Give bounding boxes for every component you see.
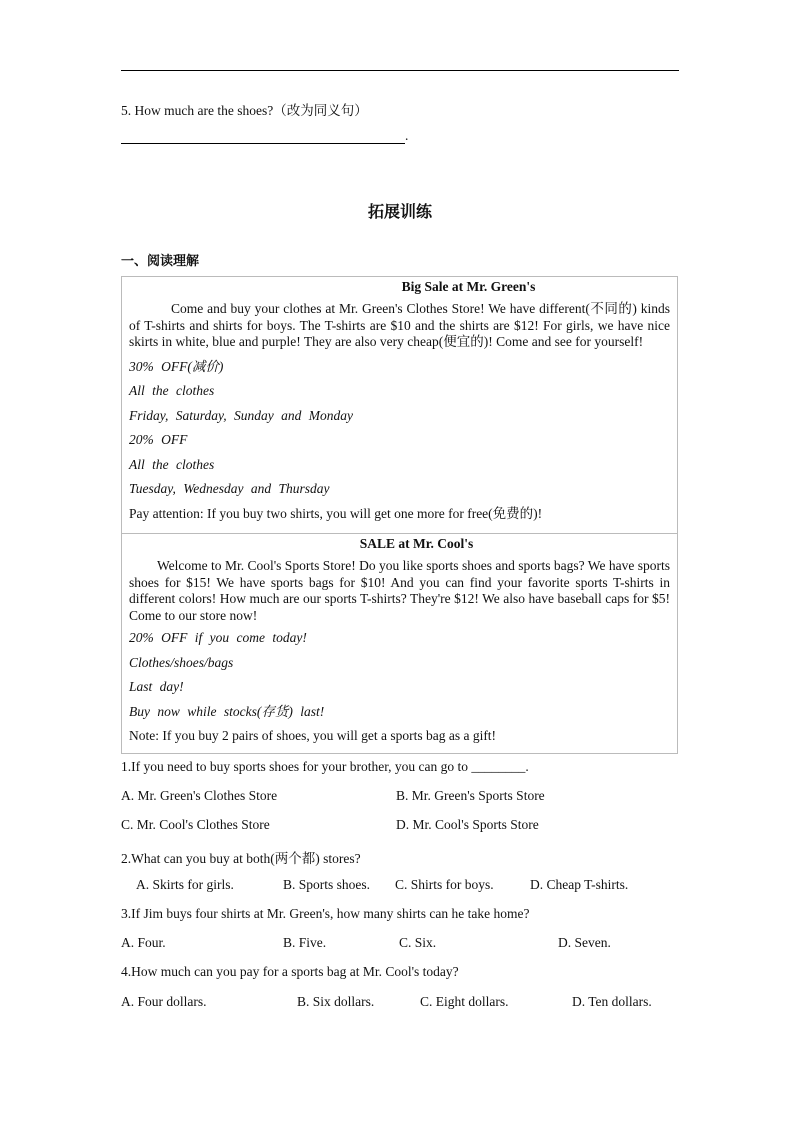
top-answer-line bbox=[121, 70, 679, 71]
q3-option-d[interactable]: D. Seven. bbox=[558, 935, 611, 950]
ad-green-line: All the clothes bbox=[129, 456, 215, 472]
ad-green-line: 30% OFF(减价) bbox=[129, 358, 224, 374]
q4-option-b[interactable]: B. Six dollars. bbox=[297, 994, 375, 1009]
q2-option-b[interactable]: B. Sports shoes. bbox=[283, 877, 371, 892]
question-1-stem: 1.If you need to buy sports shoes for your brother, you can go to ________. bbox=[121, 759, 529, 774]
q4-option-d[interactable]: D. Ten dollars. bbox=[572, 994, 652, 1009]
question-2-stem: 2.What can you buy at both(两个都) stores? bbox=[121, 851, 361, 866]
section-title: 拓展训练 bbox=[367, 202, 432, 221]
q3-option-b[interactable]: B. Five. bbox=[283, 935, 327, 950]
q2-option-a[interactable]: A. Skirts for girls. bbox=[136, 877, 234, 892]
q1-option-c[interactable]: C. Mr. Cool's Clothes Store bbox=[121, 817, 270, 832]
ad-cool-line: Buy now while stocks(存货) last! bbox=[129, 703, 325, 719]
ad-green-title: Big Sale at Mr. Green's bbox=[401, 279, 536, 294]
question-5-answer-line bbox=[121, 128, 408, 144]
question-4-stem: 4.How much can you pay for a sports bag at Mr. Cool's today? bbox=[121, 964, 459, 979]
ad-cool-body: Welcome to Mr. Cool's Sports Store! Do you like sports shoes and sports bags? We have sports shoes for $15! We have sports bags for $10! And you can find your favorite sports T-shirts in different colors! How much are our sports T-shirts? They're $12! We also have baseball caps for $5! Come to our store now! bbox=[129, 558, 670, 623]
ad-cool-line: Last day! bbox=[129, 679, 184, 694]
ad-cool-line: Clothes/shoes/bags bbox=[129, 654, 234, 670]
q1-option-a[interactable]: A. Mr. Green's Clothes Store bbox=[121, 788, 278, 803]
ad-cool-box bbox=[121, 533, 678, 754]
q1-option-d[interactable]: D. Mr. Cool's Sports Store bbox=[396, 817, 539, 832]
ad-green-box bbox=[121, 276, 678, 534]
ad-cool-note: Note: If you buy 2 pairs of shoes, you will get a sports bag as a gift! bbox=[129, 728, 497, 743]
answer-period: . bbox=[405, 128, 409, 143]
question-5: 5. How much are the shoes?（改为同义句） bbox=[121, 103, 368, 118]
q2-option-c[interactable]: C. Shirts for boys. bbox=[395, 877, 494, 892]
ad-green-line: 20% OFF bbox=[129, 432, 188, 447]
ad-green-line: All the clothes bbox=[129, 383, 215, 398]
ad-green-line: Tuesday, Wednesday and Thursday bbox=[129, 481, 330, 496]
q3-option-c[interactable]: C. Six. bbox=[399, 935, 437, 950]
ad-green-line: Friday, Saturday, Sunday and Monday bbox=[129, 407, 353, 423]
q2-option-d[interactable]: D. Cheap T-shirts. bbox=[530, 877, 629, 892]
ad-cool-title: SALE at Mr. Cool's bbox=[359, 536, 474, 551]
ad-green-note: Pay attention: If you buy two shirts, you will get one more for free(免费的)! bbox=[129, 505, 543, 521]
q1-option-b[interactable]: B. Mr. Green's Sports Store bbox=[396, 788, 545, 803]
q4-option-a[interactable]: A. Four dollars. bbox=[121, 994, 207, 1009]
q3-option-a[interactable]: A. Four. bbox=[121, 935, 166, 950]
question-3-stem: 3.If Jim buys four shirts at Mr. Green's, how many shirts can he take home? bbox=[121, 906, 530, 921]
sub-title: 一、阅读理解 bbox=[121, 254, 200, 269]
ad-cool-line: 20% OFF if you come today! bbox=[129, 630, 307, 645]
ad-green-body: Come and buy your clothes at Mr. Green's Clothes Store! We have different(不同的) kinds of T-shirts and shirts for boys. The T-shirts are $10 and the shirts are $12! For girls, we have nice skirts in white, blue and purple! They are also very cheap(便宜的)! Come and see for yourself! bbox=[129, 301, 670, 349]
q4-option-c[interactable]: C. Eight dollars. bbox=[420, 994, 509, 1009]
answer-blank[interactable] bbox=[121, 129, 405, 144]
